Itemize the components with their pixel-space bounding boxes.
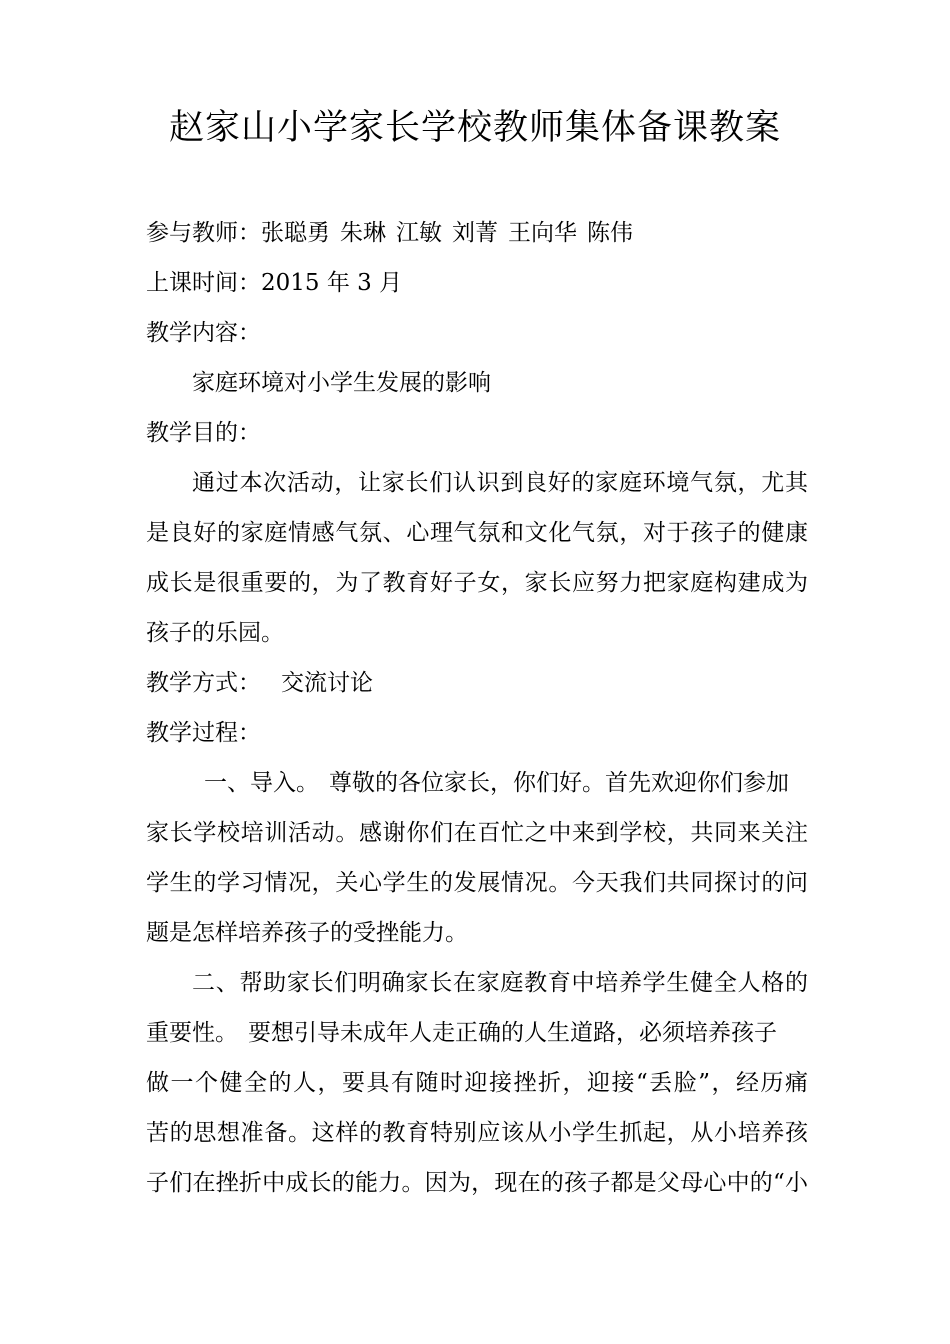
teacher-name: 江敏 [396,220,442,246]
section2-line: 子们在挫折中成长的能力。因为，现在的孩子都是父母心中的“小 [146,1170,808,1196]
section1-text: 尊敬的各位家长，你们好。首先欢迎你们参加 [329,770,789,796]
section1-line: 学生的学习情况，关心学生的发展情况。今天我们共同探讨的问 [146,870,808,896]
teacher-name: 朱琳 [340,220,386,246]
section1-line: 题是怎样培养孩子的受挫能力。 [146,920,468,946]
content-text: 家庭环境对小学生发展的影响 [192,370,491,396]
document-title: 赵家山小学家长学校教师集体备课教案 [168,108,781,148]
purpose-line: 是良好的家庭情感气氛、心理气氛和文化气氛，对于孩子的健康 [146,520,808,546]
teachers-line [146,208,808,258]
section2-line: 苦的思想准备。这样的教育特别应该从小学生抓起，从小培养孩 [146,1120,808,1146]
content-label: 教学内容： [146,320,261,346]
section2-second-line [146,1008,808,1058]
class-time-line: 上课时间：2015 年 3 月 [146,270,403,296]
method-value: 交流讨论 [281,670,373,696]
method-label: 教学方式： [146,670,261,696]
purpose-line: 通过本次活动，让家长们认识到良好的家庭环境气氛，尤其 [192,470,808,496]
section2-text: 要想引导未成年人走正确的人生道路，必须培养孩子 [248,1020,777,1046]
section2-heading: 重要性。 [146,1020,238,1046]
section1-first-line [146,758,808,808]
section1-line: 家长学校培训活动。感谢你们在百忙之中来到学校，共同来关注 [146,820,808,846]
purpose-label: 教学目的： [146,420,261,446]
purpose-line: 成长是很重要的，为了教育好子女，家长应努力把家庭构建成为 [146,570,808,596]
teacher-name: 张聪勇 [261,220,330,246]
teacher-name: 刘菁 [452,220,498,246]
process-label: 教学过程： [146,720,261,746]
teacher-name: 陈伟 [587,220,633,246]
section1-heading: 一、导入。 [204,770,319,796]
section2-line: 做一个健全的人，要具有随时迎接挫折，迎接“丢脸”，经历痛 [146,1070,808,1096]
purpose-line: 孩子的乐园。 [146,620,284,646]
teacher-name: 王向华 [508,220,577,246]
teachers-label: 参与教师： [146,220,261,246]
document-body [146,208,808,1208]
section2-line: 二、帮助家长们明确家长在家庭教育中培养学生健全人格的 [192,970,808,996]
method-line [146,658,808,708]
